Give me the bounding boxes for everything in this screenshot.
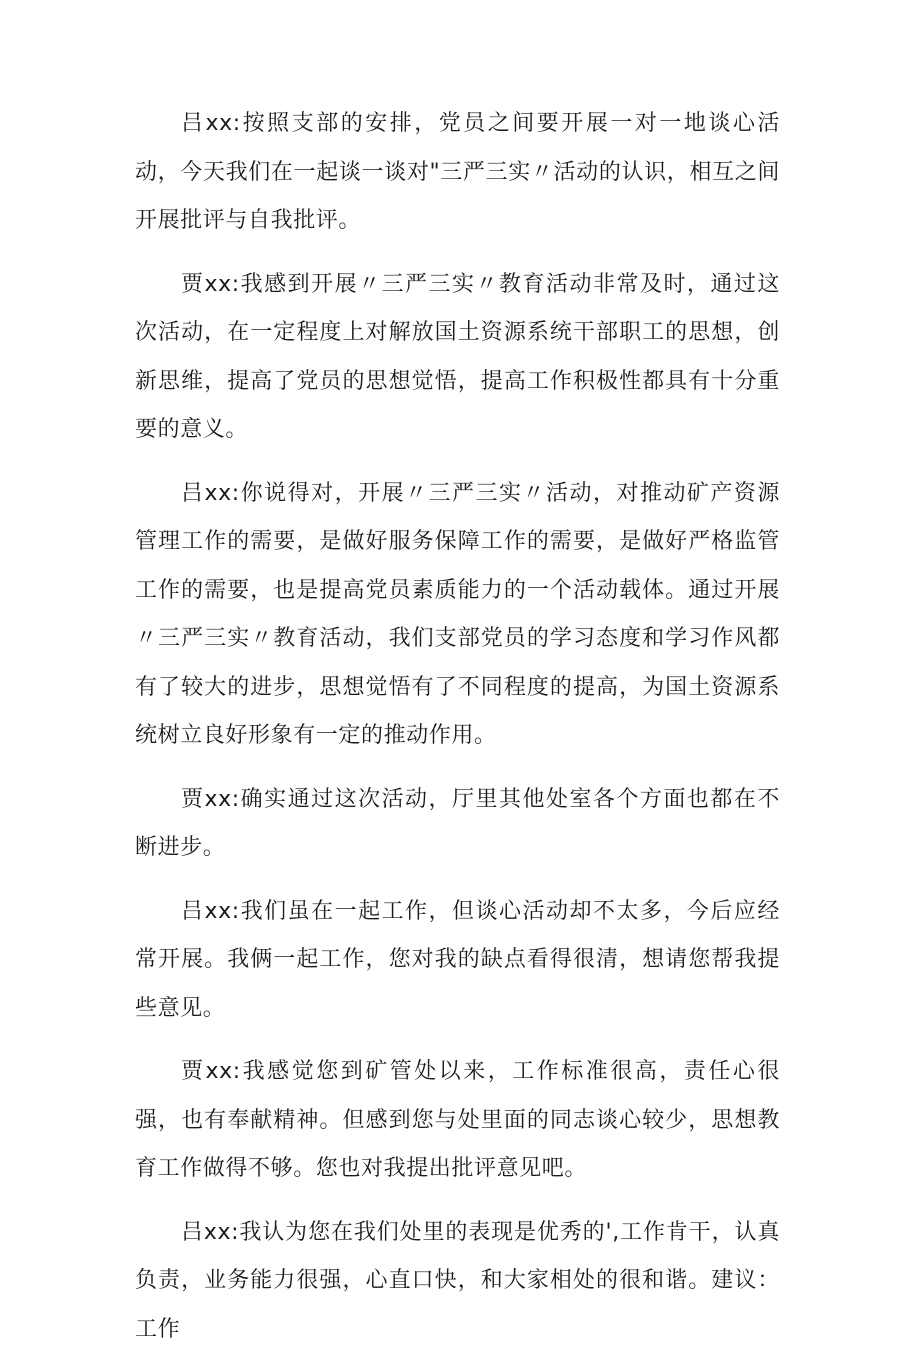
dialogue-paragraph-3: 吕xx:你说得对，开展〃三严三实〃活动，对推动矿产资源管理工作的需要，是做好服务保障工作的需要，是做好严格监管工作的需要，也是提高党员素质能力的一个活动载体。通过开展〃三严三实〃教育活动，我们支部党员的学习态度和学习作风都有了较大的进步，思想觉悟有了不同程度的提高，为国土资源系统树立良好形象有一定的推动作用。 bbox=[135, 470, 780, 761]
dialogue-paragraph-6: 贾xx:我感觉您到矿管处以来，工作标准很高，责任心很强，也有奉献精神。但感到您与处里面的同志谈心较少，思想教育工作做得不够。您也对我提出批评意见吧。 bbox=[135, 1048, 780, 1194]
dialogue-paragraph-7: 吕xx:我认为您在我们处里的表现是优秀的',工作肯干，认真负责，业务能力很强，心直口快，和大家相处的很和谐。建议：工作 bbox=[135, 1209, 780, 1354]
dialogue-paragraph-1: 吕xx:按照支部的安排，党员之间要开展一对一地谈心活动，今天我们在一起谈一谈对"三严三实〃活动的认识，相互之间开展批评与自我批评。 bbox=[135, 100, 780, 246]
dialogue-paragraph-5: 吕xx:我们虽在一起工作，但谈心活动却不太多，今后应经常开展。我俩一起工作，您对我的缺点看得很清，想请您帮我提些意见。 bbox=[135, 888, 780, 1034]
dialogue-paragraph-2: 贾xx:我感到开展〃三严三实〃教育活动非常及时，通过这次活动，在一定程度上对解放国土资源系统干部职工的思想，创新思维，提高了党员的思想觉悟，提高工作积极性都具有十分重要的意义。 bbox=[135, 261, 780, 455]
dialogue-paragraph-4: 贾xx:确实通过这次活动，厅里其他处室各个方面也都在不断进步。 bbox=[135, 776, 780, 873]
